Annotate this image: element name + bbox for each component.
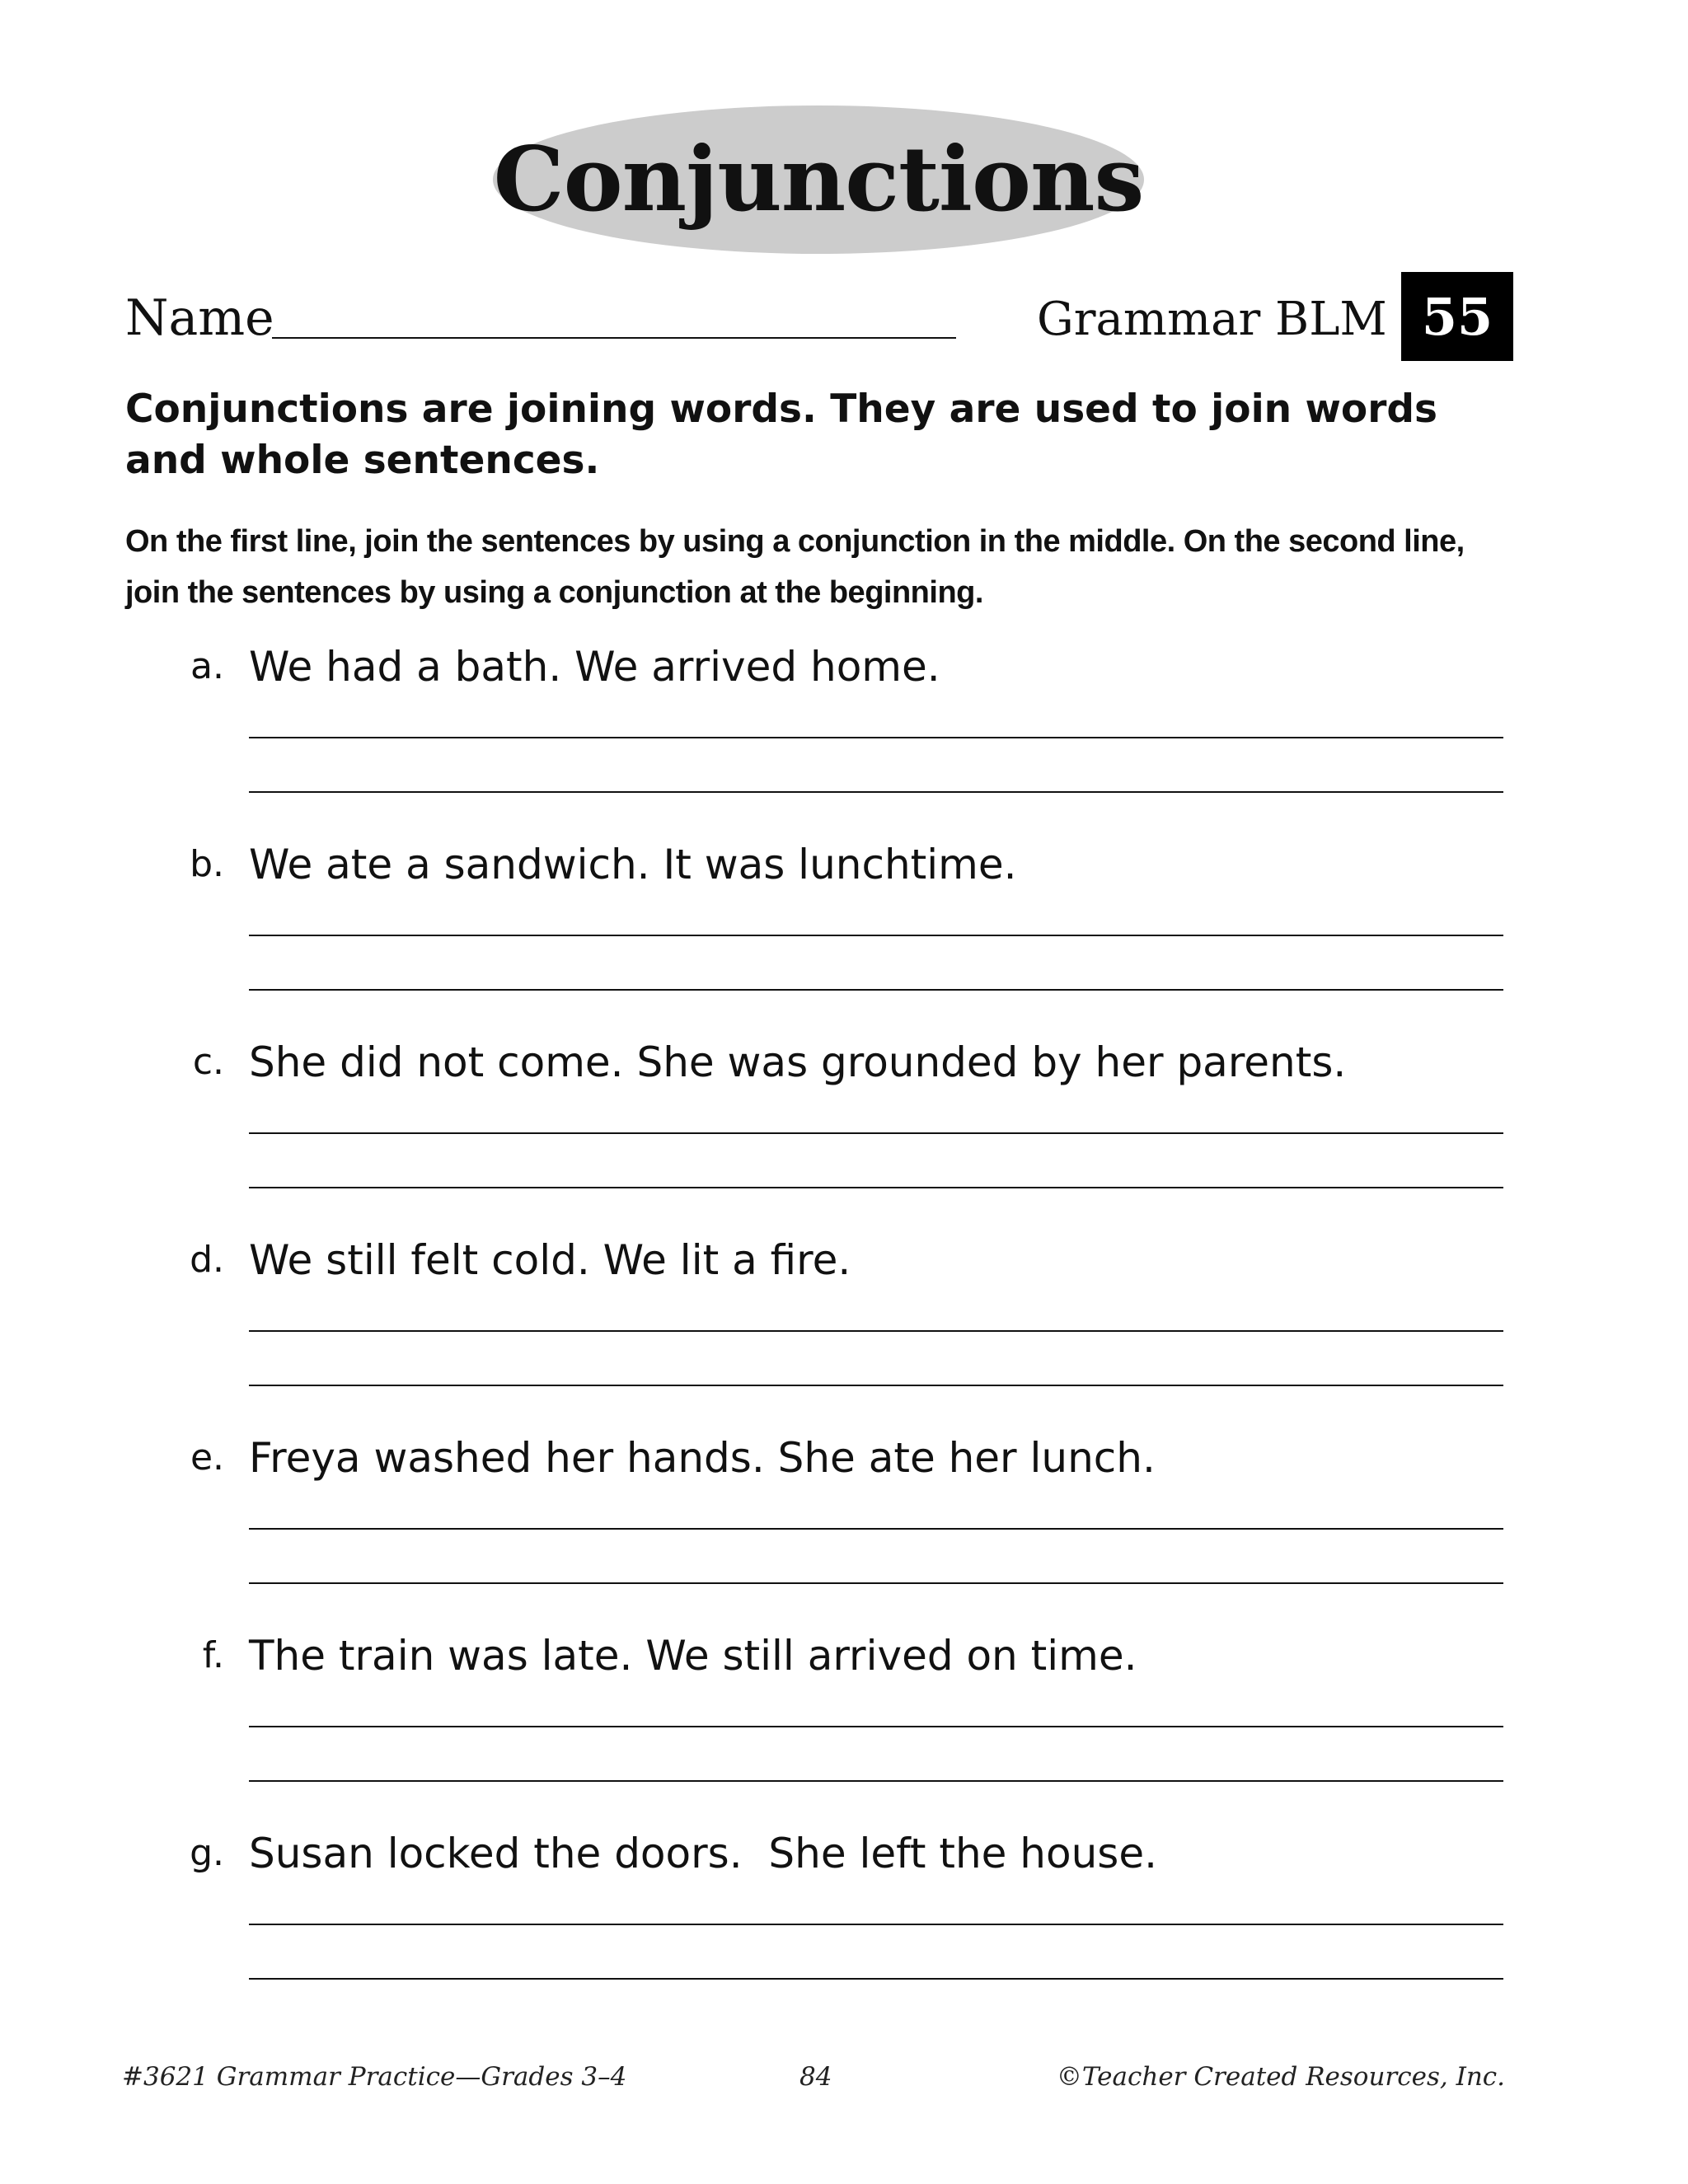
page-title: Conjunctions <box>493 128 1144 232</box>
item-sentence: Freya washed her hands. She ate her lunch. <box>249 1434 1156 1482</box>
answer-line-1 <box>249 1924 1503 1925</box>
exercise-item-c <box>0 1035 1688 1233</box>
answer-line-2 <box>249 1780 1503 1782</box>
footer-book-title: #3621 Grammar Practice—Grades 3–4 <box>122 2062 627 2092</box>
answer-line-2 <box>249 1582 1503 1584</box>
answer-line-2 <box>249 1978 1503 1980</box>
exercise-item-a <box>0 640 1688 837</box>
exercise-item-b <box>0 837 1688 1035</box>
rule-text: Conjunctions are joining words. They are used to join words and whole sentences. <box>125 387 1438 483</box>
item-letter: a. <box>190 645 224 687</box>
item-sentence: We still felt cold. We lit a fire. <box>249 1236 851 1284</box>
blm-label: Grammar BLM <box>1037 293 1387 346</box>
item-letter: g. <box>190 1832 224 1874</box>
item-letter: b. <box>190 843 224 885</box>
item-letter: d. <box>190 1239 224 1281</box>
item-letter: c. <box>192 1041 224 1083</box>
item-sentence: We ate a sandwich. It was lunchtime. <box>249 841 1017 888</box>
item-sentence: Susan locked the doors. She left the house. <box>249 1830 1157 1877</box>
item-letter: f. <box>202 1634 224 1676</box>
name-label: Name <box>125 289 274 347</box>
exercise-item-d <box>0 1233 1688 1431</box>
item-sentence: She did not come. She was grounded by her parents. <box>249 1038 1347 1086</box>
answer-line-1 <box>249 1132 1503 1134</box>
item-letter: e. <box>190 1436 224 1479</box>
name-line <box>272 337 956 339</box>
blm-number-badge: 55 <box>1401 272 1513 361</box>
answer-line-2 <box>249 791 1503 793</box>
answer-line-2 <box>249 1385 1503 1386</box>
footer-page-number: 84 <box>799 2062 832 2092</box>
answer-line-2 <box>249 1187 1503 1188</box>
answer-line-1 <box>249 737 1503 738</box>
answer-line-1 <box>249 935 1503 936</box>
answer-line-1 <box>249 1528 1503 1530</box>
footer-copyright: ©Teacher Created Resources, Inc. <box>1056 2062 1505 2092</box>
answer-line-1 <box>249 1330 1503 1332</box>
answer-line-1 <box>249 1726 1503 1727</box>
exercise-item-g <box>0 1826 1688 2024</box>
exercise-item-f <box>0 1629 1688 1826</box>
exercise-item-e <box>0 1431 1688 1629</box>
item-sentence: We had a bath. We arrived home. <box>249 643 940 691</box>
answer-line-2 <box>249 989 1503 991</box>
item-sentence: The train was late. We still arrived on time. <box>249 1632 1137 1680</box>
instructions-text: On the first line, join the sentences by using a conjunction in the middle. On the second line, join the sentences by using a conjunction at the beginning. <box>125 524 1465 610</box>
